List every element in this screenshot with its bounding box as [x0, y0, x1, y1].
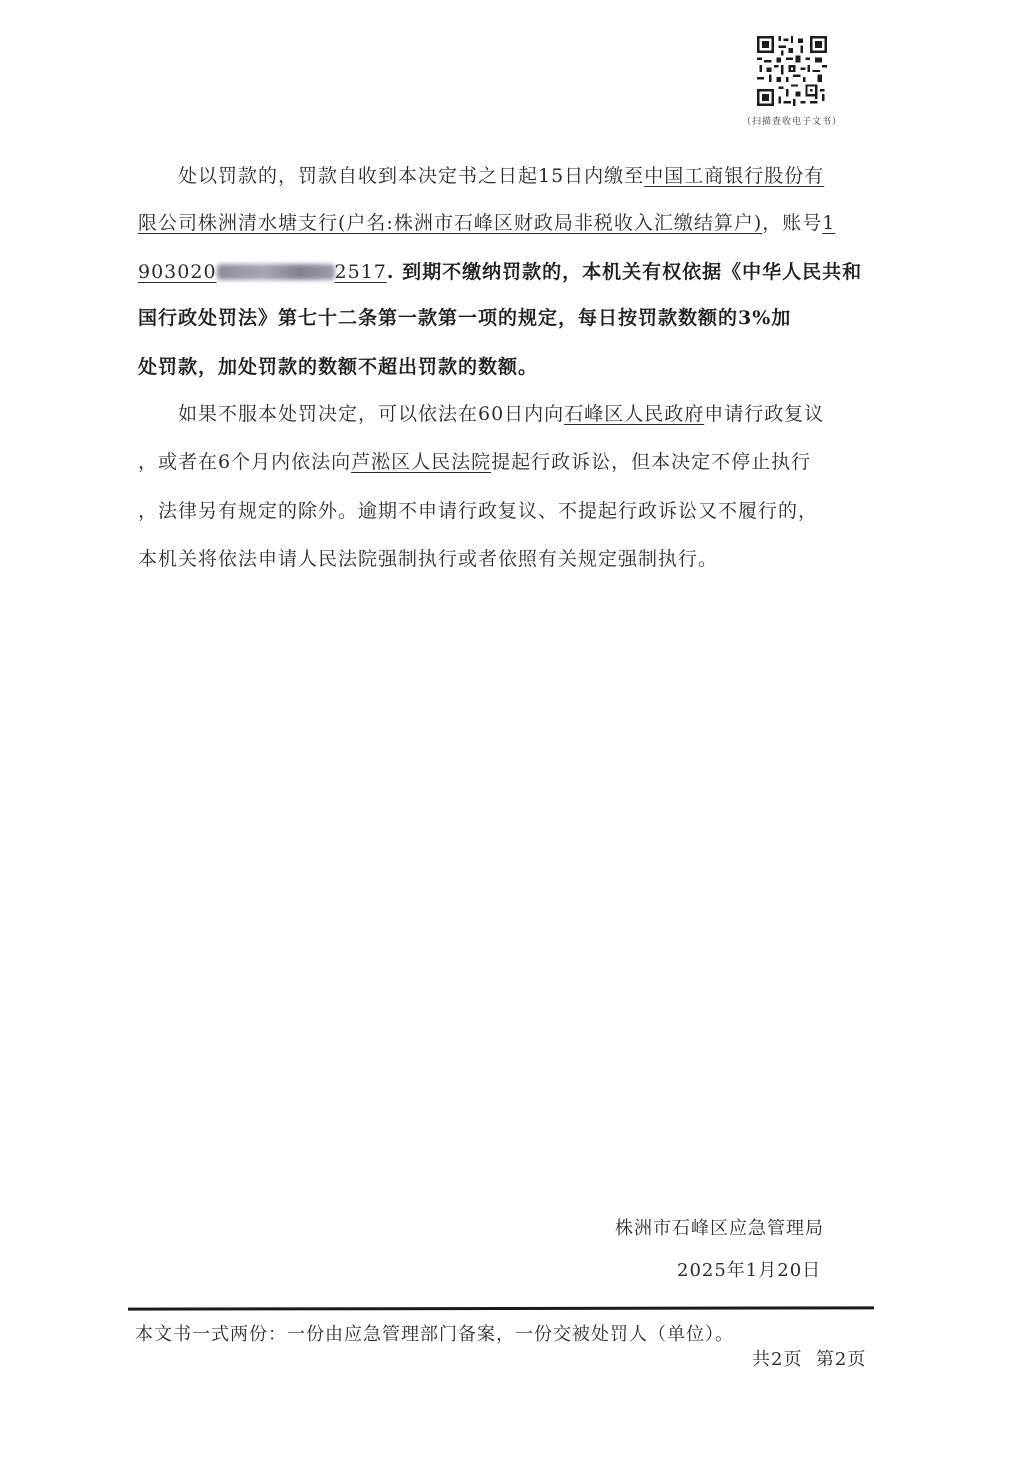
footer-note: 本文书一式两份：一份由应急管理部门备案，一份交被处罚人（单位）。 — [135, 1324, 734, 1345]
page-number: 共2页 第2页 — [752, 1349, 867, 1370]
para1-text: 处以罚款的，罚款自收到本决定书之日起15日内缴至 — [178, 165, 645, 187]
bank-name: 中国工商银行股份有 — [644, 165, 825, 187]
para2-line2 — [138, 448, 811, 476]
bank-branch-account-name: 限公司株洲清水塘支行(户名:株洲市石峰区财政局非税收入汇缴结算户) — [138, 212, 763, 234]
account-prefix: 1 — [822, 212, 836, 234]
para1-line5: 处罚款，加处罚款的数额不超出罚款的数额。 — [138, 356, 539, 378]
para1-line2 — [138, 209, 835, 237]
issuing-organization: 株洲市石峰区应急管理局 — [615, 1218, 824, 1239]
para1-line3 — [138, 258, 862, 286]
account-number-start: 903020 — [138, 261, 217, 283]
issue-date: 2025年1月20日 — [677, 1260, 822, 1281]
para2-text-c: ，或者在6个月内依法向 — [138, 451, 352, 473]
para2-text-b: 申请行政复议 — [704, 403, 825, 425]
para2-line3: ，法律另有规定的除外。逾期不申请行政复议、不提起行政诉讼又不履行的， — [138, 500, 819, 522]
para2-text: 如果不服本处罚决定，可以依法在60日内向 — [178, 403, 565, 425]
qr-caption: （扫描查收电子文书） — [741, 117, 842, 127]
late-payment-clause: . 到期不缴纳罚款的，本机关有权依据《中华人民共和 — [386, 261, 863, 283]
account-label: ，账号 — [762, 212, 823, 234]
para1-line4: 国行政处罚法》第七十二条第一款第一项的规定，每日按罚款数额的3%加 — [138, 307, 792, 329]
review-authority: 石峰区人民政府 — [564, 403, 705, 425]
court-name: 芦淞区人民法院 — [351, 451, 492, 473]
para2-text-d: 提起行政诉讼，但本决定不停止执行 — [491, 451, 812, 473]
para2-line1 — [178, 400, 824, 428]
redacted-account-digits — [217, 264, 335, 280]
qr-code-icon[interactable] — [755, 36, 829, 106]
footer-divider — [128, 1306, 874, 1310]
para2-line4: 本机关将依法申请人民法院强制执行或者依照有关规定强制执行。 — [138, 548, 719, 570]
qr-code-block — [738, 36, 846, 127]
para1-line1 — [178, 162, 824, 190]
account-number-end: 2517 — [334, 261, 387, 283]
